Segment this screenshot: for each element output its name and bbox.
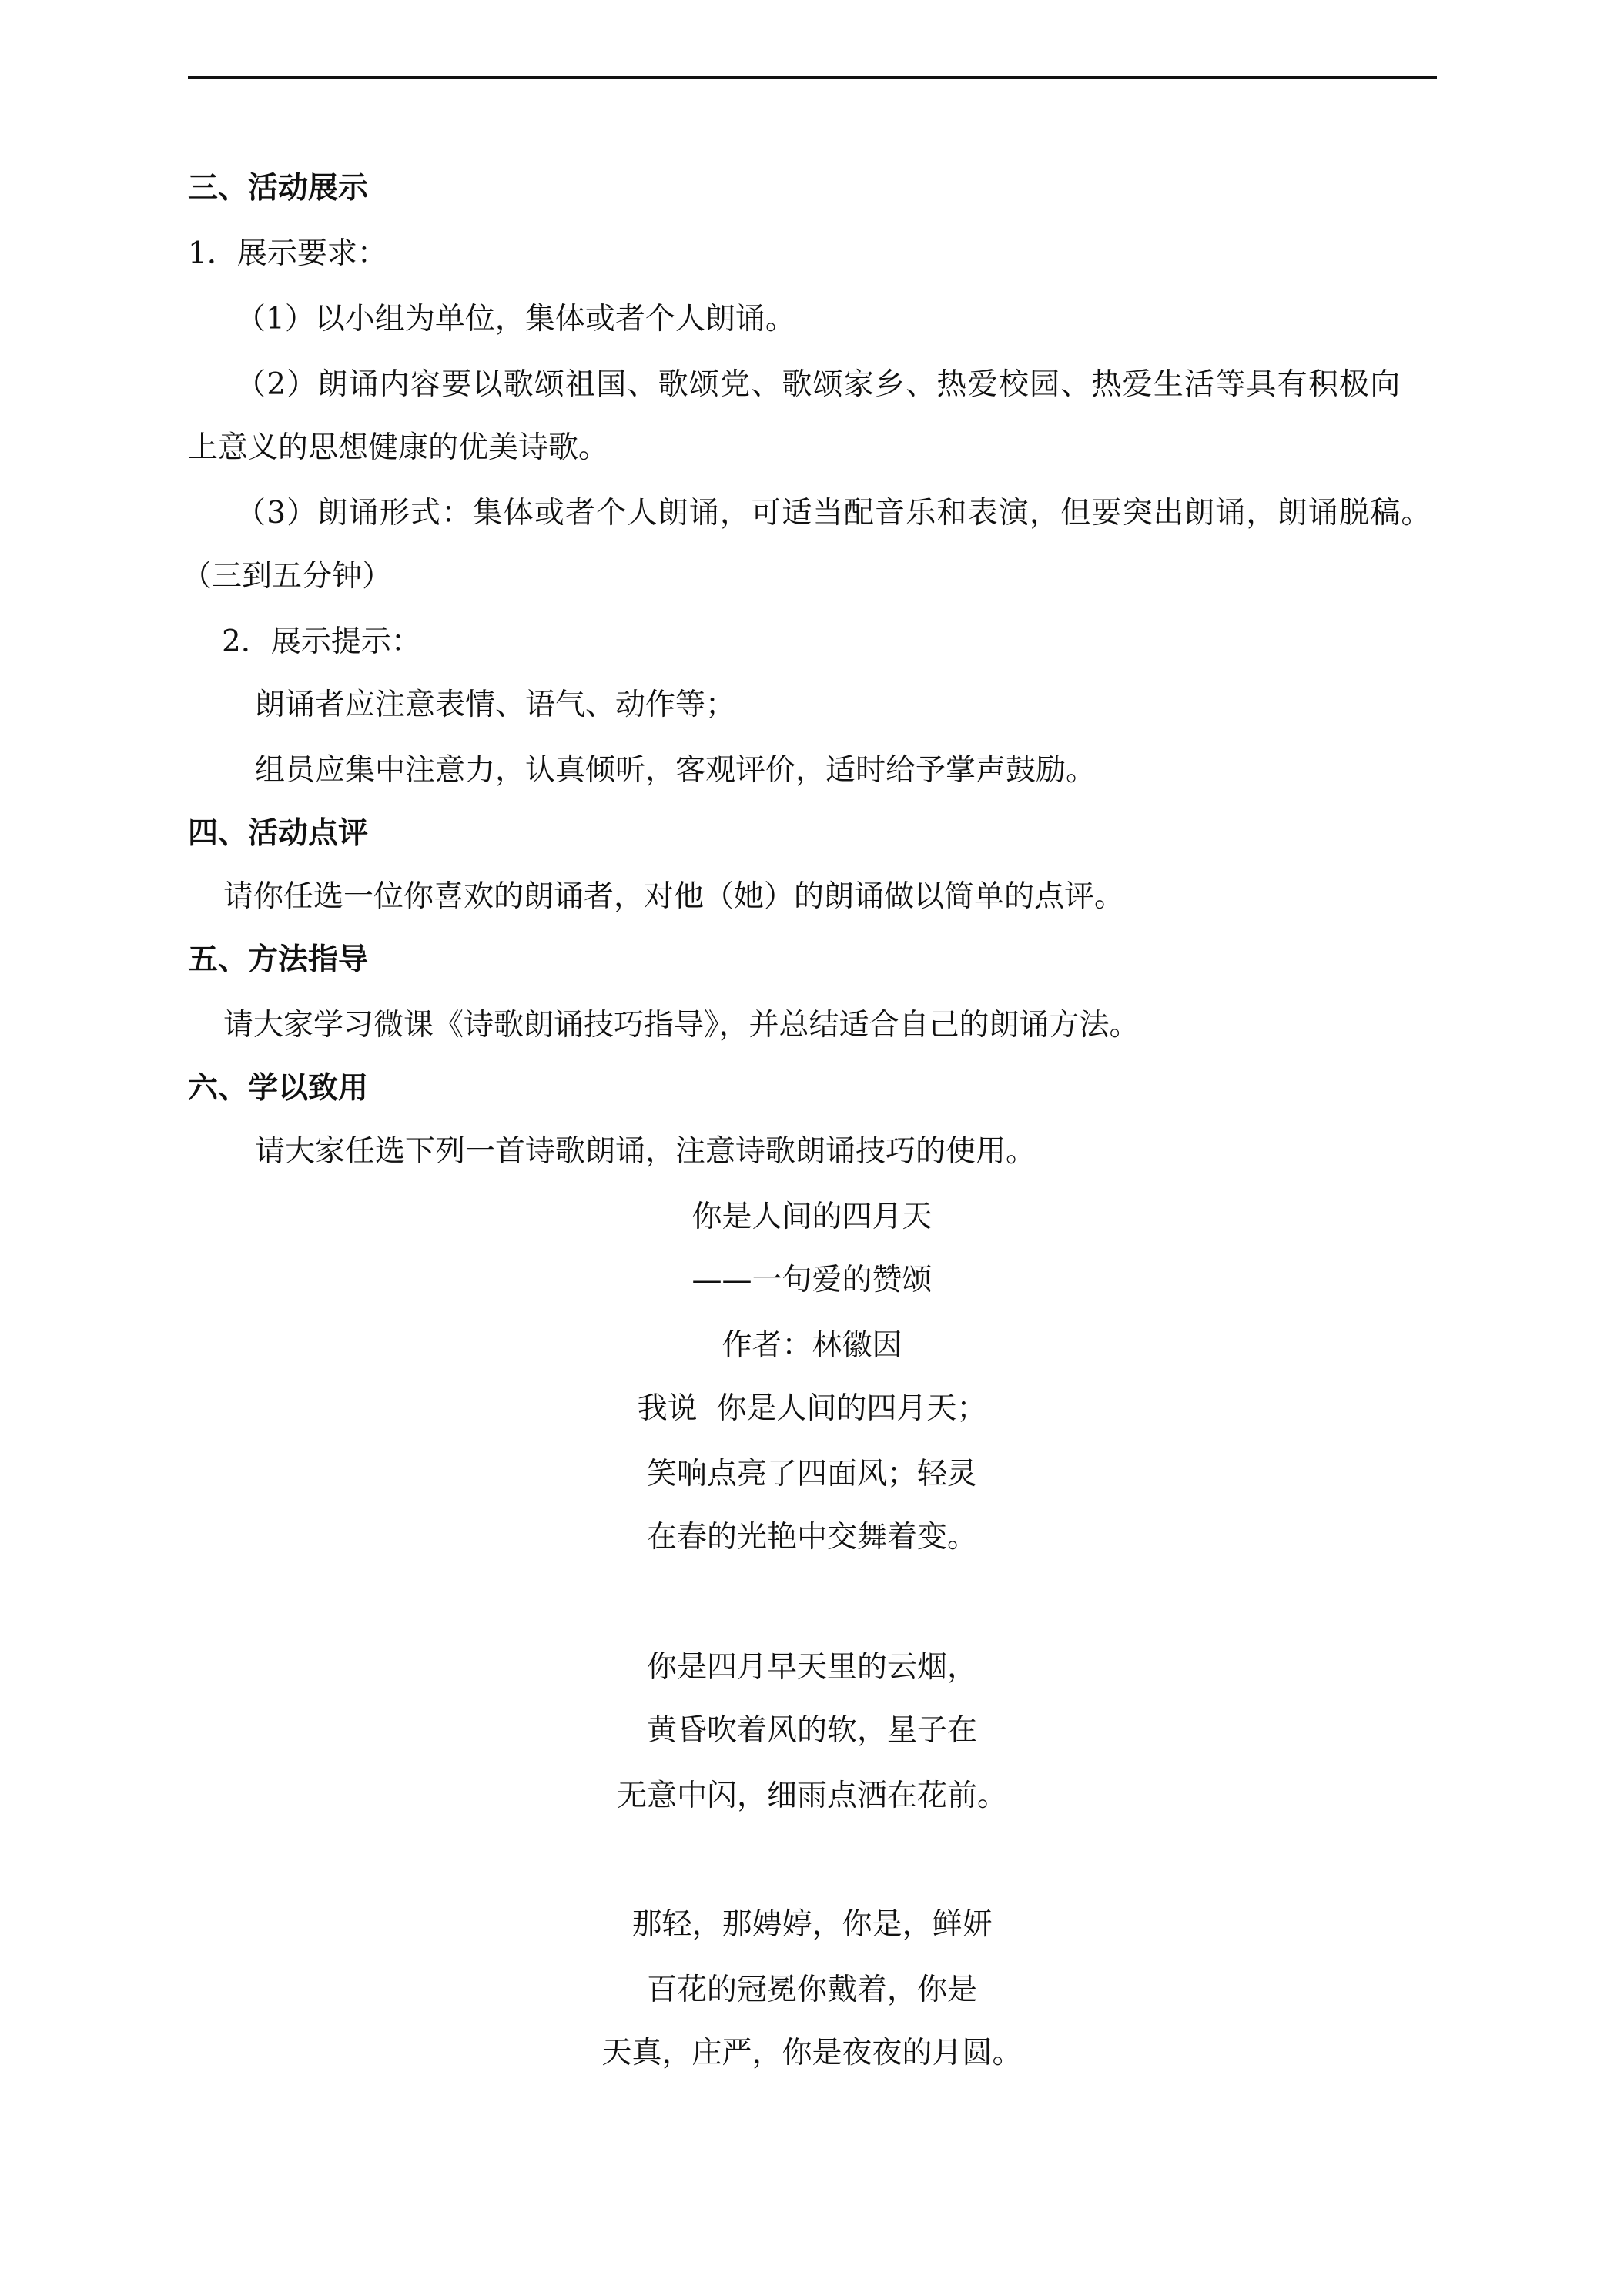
tip-1: 朗诵者应注意表情、语气、动作等； — [255, 688, 736, 722]
poem-author: 作者：林徽因 — [722, 1328, 902, 1363]
poem-title: 你是人间的四月天 — [691, 1200, 933, 1234]
requirement-3-line-1: （3）朗诵形式：集体或者个人朗诵，可适当配音乐和表演，但要突出朗诵，朗诵脱稿。 — [236, 496, 1432, 530]
item-title-display-tips: 2．展示提示： — [222, 624, 421, 659]
section-6-body: 请大家任选下列一首诗歌朗诵，注意诗歌朗诵技巧的使用。 — [255, 1134, 1036, 1169]
poem-stanza-1-line-3: 在春的光艳中交舞着变。 — [646, 1520, 977, 1555]
section-5-body: 请大家学习微课《诗歌朗诵技巧指导》，并总结适合自己的朗诵方法。 — [223, 1008, 1140, 1043]
poem-subtitle: ——一句爱的赞颂 — [691, 1263, 933, 1297]
section-heading-activity-review: 四、活动点评 — [188, 816, 369, 851]
poem-stanza-3-line-1: 那轻，那娉婷，你是，鲜妍 — [631, 1907, 993, 1942]
section-heading-apply-learning: 六、学以致用 — [188, 1071, 369, 1106]
poem-stanza-1-line-1: 我说 你是人间的四月天； — [637, 1391, 987, 1426]
poem-stanza-2-line-3: 无意中闪，细雨点洒在花前。 — [616, 1779, 1007, 1813]
section-heading-activity-display: 三、活动展示 — [188, 171, 369, 206]
section-4-body: 请你任选一位你喜欢的朗诵者，对他（她）的朗诵做以简单的点评。 — [223, 879, 1125, 914]
poem-stanza-3-line-2: 百花的冠冕你戴着，你是 — [646, 1973, 977, 2007]
item-title-display-requirements: 1．展示要求： — [188, 236, 387, 271]
poem-stanza-3-line-3: 天真，庄严，你是夜夜的月圆。 — [601, 2036, 1023, 2070]
requirement-1: （1）以小组为单位，集体或者个人朗诵。 — [236, 302, 795, 336]
requirement-2-line-2: 上意义的思想健康的优美诗歌。 — [188, 430, 609, 465]
tip-2: 组员应集中注意力，认真倾听，客观评价，适时给予掌声鼓励。 — [255, 753, 1097, 788]
requirement-3-line-2: （三到五分钟） — [182, 559, 393, 594]
poem-stanza-2-line-1: 你是四月早天里的云烟， — [646, 1650, 977, 1685]
header-rule — [188, 76, 1437, 79]
poem-stanza-2-line-2: 黄昏吹着风的软，星子在 — [646, 1713, 977, 1748]
poem-stanza-1-line-2: 笑响点亮了四面风；轻灵 — [646, 1457, 977, 1491]
section-heading-method-guide: 五、方法指导 — [188, 942, 369, 977]
requirement-2-line-1: （2）朗诵内容要以歌颂祖国、歌颂党、歌颂家乡、热爱校园、热爱生活等具有积极向 — [236, 367, 1401, 402]
